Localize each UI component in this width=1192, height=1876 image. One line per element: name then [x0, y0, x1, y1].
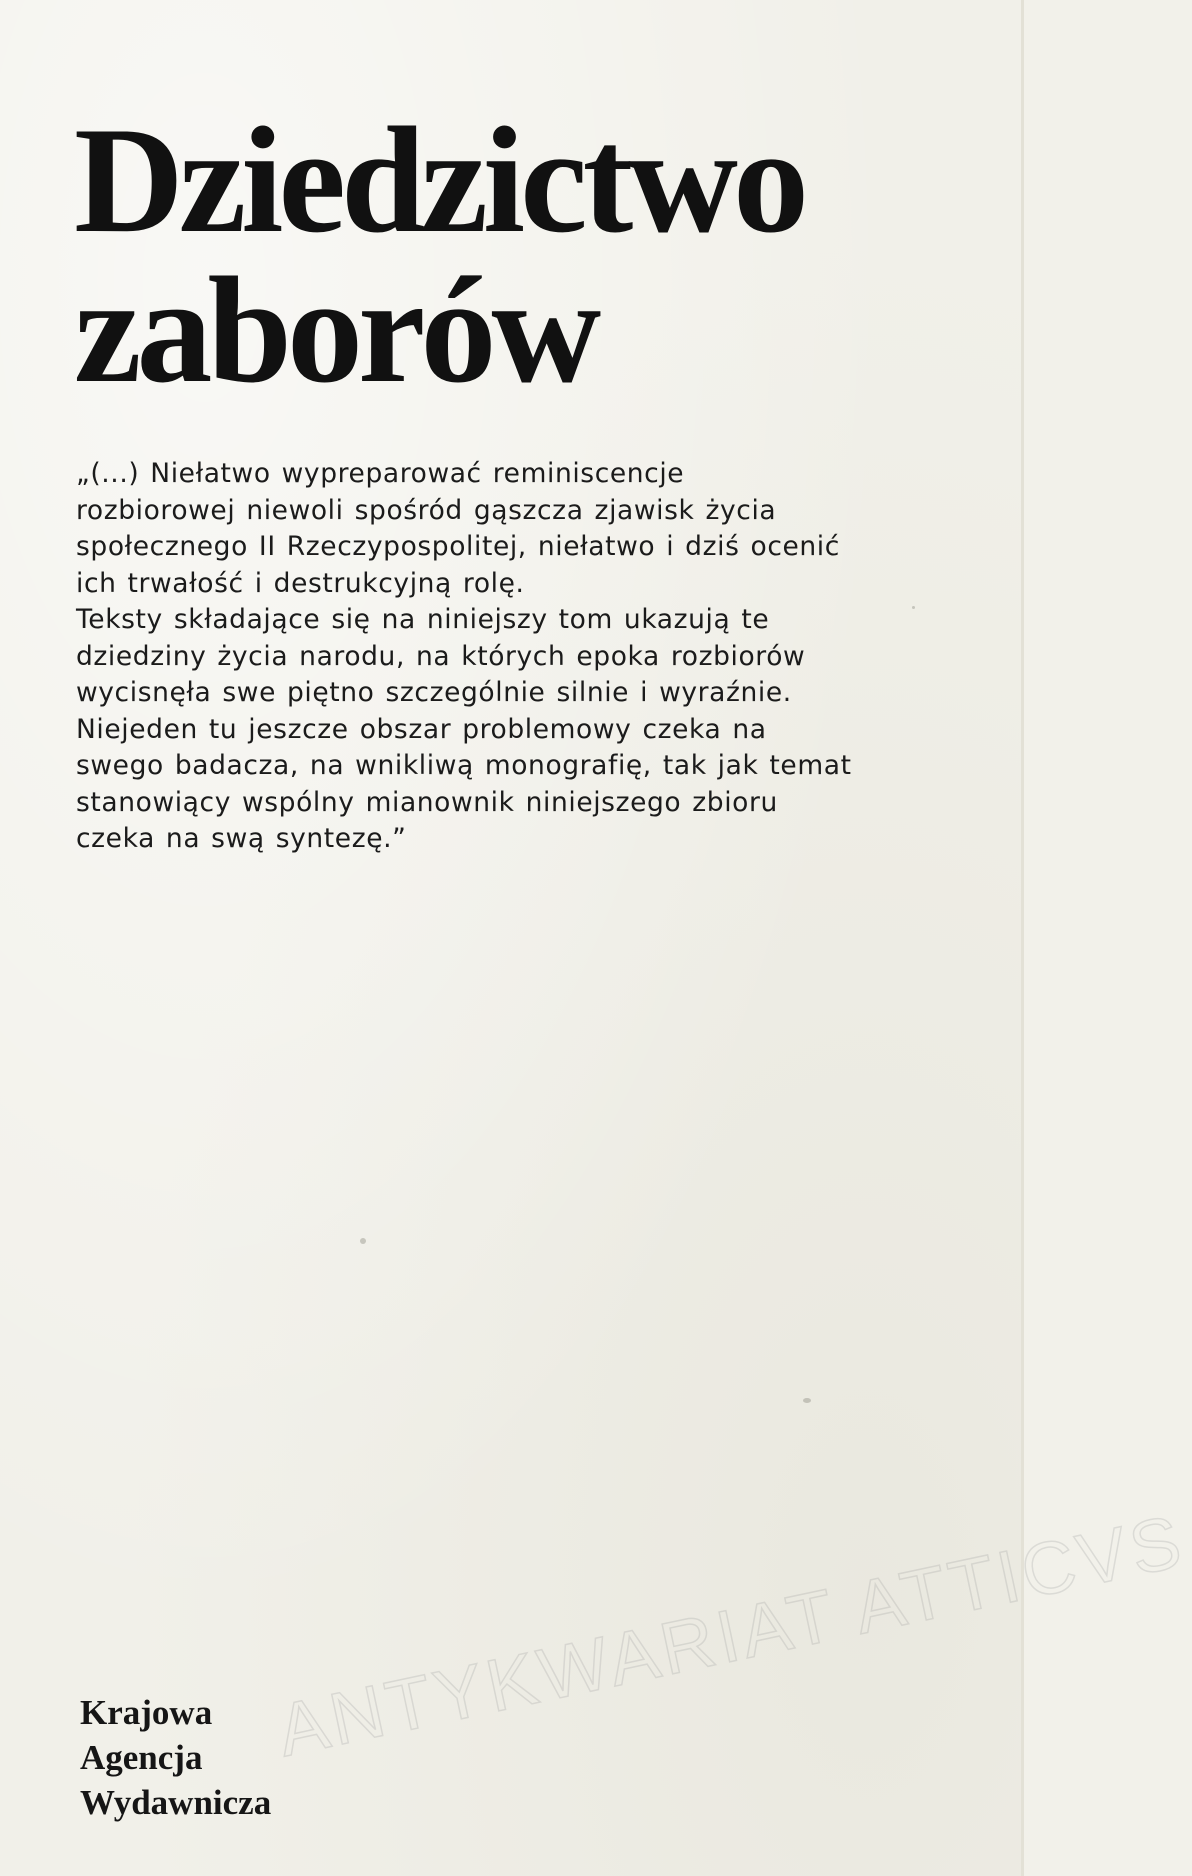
- book-title-line-1: Dziedzictwo: [74, 96, 805, 264]
- paper-speck: [912, 606, 915, 609]
- publisher-line-2: Agencja: [80, 1738, 203, 1777]
- blurb-line: „(...) Niełatwo wypreparować reminiscencje: [76, 458, 685, 489]
- blurb-line: Teksty składające się na niniejszy tom ukazują te: [76, 604, 770, 635]
- blurb-line: stanowiący wspólny mianownik niniejszego zbioru: [76, 786, 778, 818]
- blurb-quote: [76, 456, 986, 858]
- blurb-line: ich trwałość i destrukcyjną rolę.: [76, 567, 525, 599]
- book-title: [74, 96, 805, 414]
- antiquarian-watermark: ANTYKWARIAT ATTICVS: [270, 1498, 1192, 1773]
- blurb-line: wycisnęła swe piętno szczególnie silnie i wyraźnie.: [76, 677, 792, 708]
- publisher-line-1: Krajowa: [80, 1693, 213, 1732]
- blurb-line: czeka na swą syntezę.”: [76, 823, 407, 854]
- blurb-line: swego badacza, na wnikliwą monografię, tak jak temat: [76, 750, 852, 781]
- blurb-line: dziedziny życia narodu, na których epoka rozbiorów: [76, 640, 806, 672]
- paper-speck: [803, 1398, 811, 1403]
- book-title-line-2: zaborów: [74, 246, 597, 414]
- blurb-line: Niejeden tu jeszcze obszar problemowy czeka na: [76, 713, 767, 745]
- blurb-line: społecznego II Rzeczypospolitej, niełatwo i dziś ocenić: [76, 531, 840, 562]
- blurb-line: rozbiorowej niewoli spośród gąszcza zjawisk życia: [76, 494, 777, 526]
- publisher-line-3: Wydawnicza: [80, 1783, 272, 1822]
- paper-speck: [360, 1238, 366, 1244]
- publisher-name: [80, 1690, 271, 1825]
